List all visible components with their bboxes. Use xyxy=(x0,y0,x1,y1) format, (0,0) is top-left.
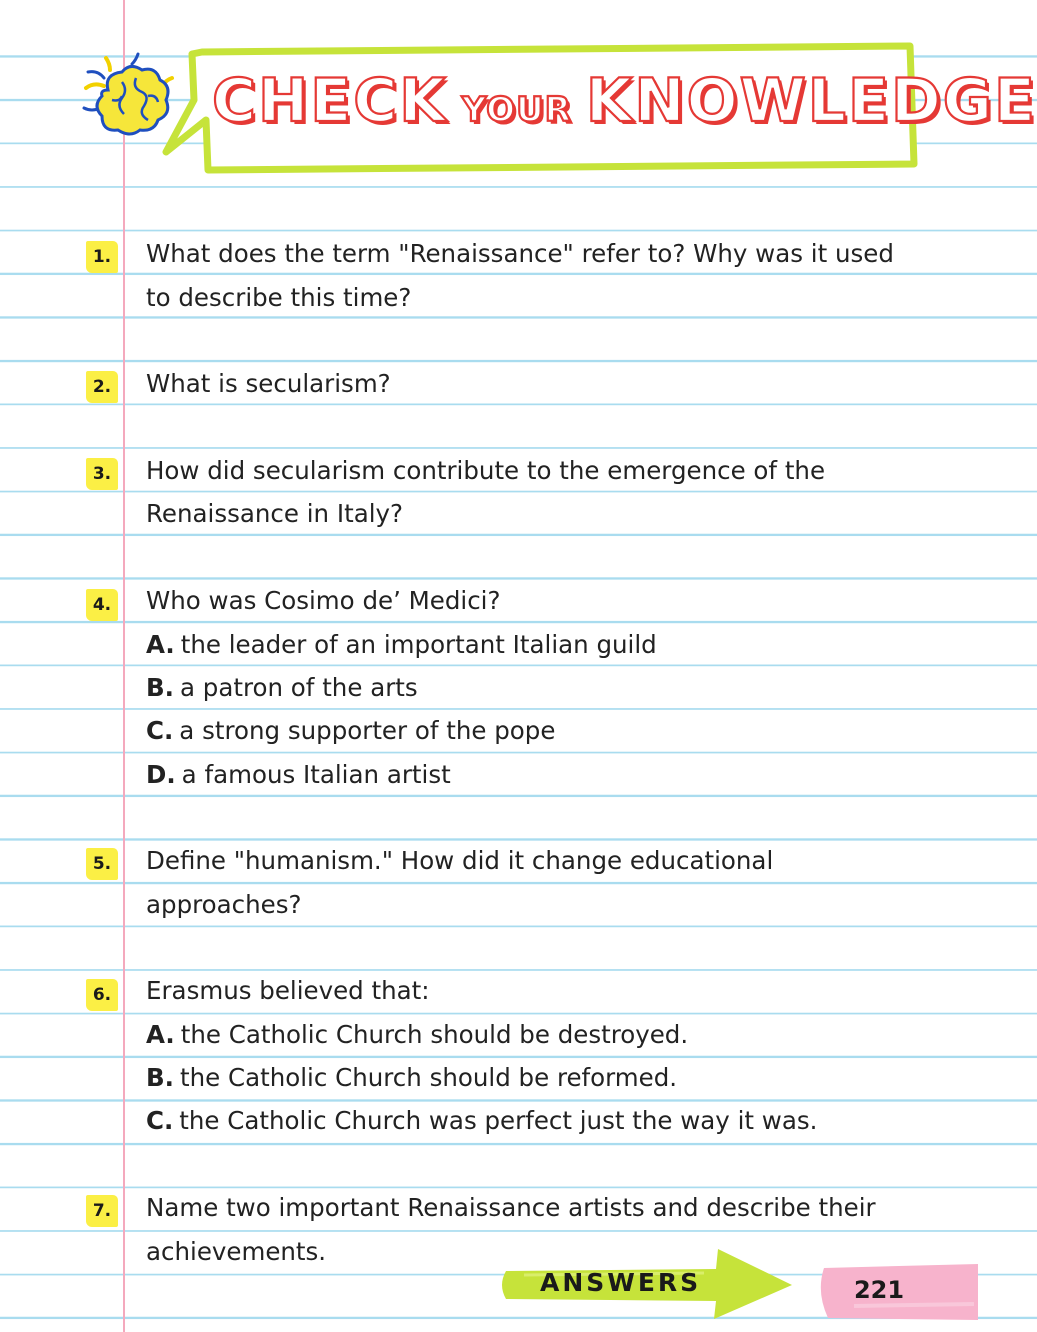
question-4-option-d xyxy=(146,760,451,789)
option-letter: C. xyxy=(146,1106,174,1135)
page-number: 221 xyxy=(853,1276,905,1304)
option-text: the Catholic Church should be reformed. xyxy=(179,1063,678,1092)
option-text: a strong supporter of the pope xyxy=(179,716,556,745)
option-text: the Catholic Church was perfect just the way it was. xyxy=(179,1106,818,1135)
question-number-2: 2. xyxy=(86,371,118,403)
notebook-margin-line xyxy=(123,0,125,1332)
option-text: a famous Italian artist xyxy=(181,760,451,789)
question-6-option-b xyxy=(146,1063,677,1092)
question-4-option-a xyxy=(146,630,657,659)
question-6-line-1: Erasmus believed that: xyxy=(146,976,430,1005)
question-number-1: 1. xyxy=(86,241,118,273)
answers-link[interactable]: ANSWERS xyxy=(540,1268,702,1297)
question-number-3: 3. xyxy=(86,458,118,490)
question-4-option-c xyxy=(146,716,555,745)
question-3-line-2: Renaissance in Italy? xyxy=(146,499,404,528)
question-6-option-c xyxy=(146,1106,817,1135)
option-letter: B. xyxy=(146,1063,174,1092)
question-4-line-1: Who was Cosimo de’ Medici? xyxy=(146,586,501,615)
question-5-line-2: approaches? xyxy=(146,890,302,919)
option-letter: B. xyxy=(146,673,174,702)
option-text: a patron of the arts xyxy=(179,673,418,702)
question-3-line-1: How did secularism contribute to the emergence of the xyxy=(146,456,826,485)
question-number-7: 7. xyxy=(86,1195,118,1227)
question-7-line-2: achievements. xyxy=(146,1237,327,1266)
option-text: the Catholic Church should be destroyed. xyxy=(180,1020,689,1049)
question-number-5: 5. xyxy=(86,848,118,880)
question-2-line-1: What is secularism? xyxy=(146,369,391,398)
question-1-line-1: What does the term "Renaissance" refer to? Why was it used xyxy=(146,239,894,268)
option-letter: C. xyxy=(146,716,174,745)
option-text: the leader of an important Italian guild xyxy=(180,630,657,659)
question-7-line-1: Name two important Renaissance artists and describe their xyxy=(146,1193,876,1222)
question-4-option-b xyxy=(146,673,418,702)
page-title xyxy=(212,66,1037,156)
question-6-option-a xyxy=(146,1020,688,1049)
title-word-knowledge: KNOWLEDGE xyxy=(585,66,1037,136)
title-word-check: CHECK xyxy=(212,66,448,136)
option-letter: D. xyxy=(146,760,176,789)
option-letter: A. xyxy=(146,630,175,659)
option-letter: A. xyxy=(146,1020,175,1049)
question-number-6: 6. xyxy=(86,979,118,1011)
question-1-line-2: to describe this time? xyxy=(146,283,412,312)
title-word-your: YOUR xyxy=(461,90,572,130)
question-5-line-1: Define "humanism." How did it change educational xyxy=(146,846,774,875)
question-number-4: 4. xyxy=(86,589,118,621)
